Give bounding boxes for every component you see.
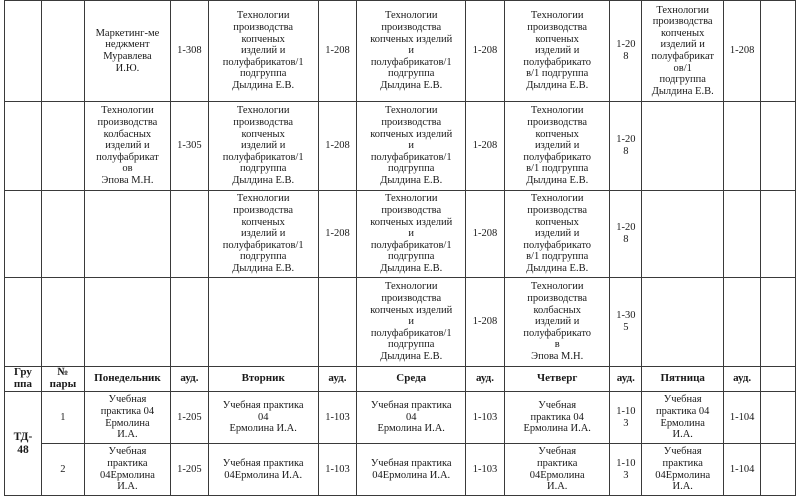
header-room: ауд.	[318, 367, 357, 392]
thursday-lesson: Учебная практика 04Ермолина И.А.	[504, 444, 610, 496]
header-room: ауд.	[466, 367, 505, 392]
monday-room: 1-308	[170, 1, 208, 102]
group-cell-empty	[5, 1, 42, 102]
wednesday-room: 1-208	[466, 191, 505, 278]
header-room: ауд.	[170, 367, 208, 392]
group-cell-empty	[5, 102, 42, 191]
monday-lesson: Учебная практика 04Ермолина И.А.	[84, 444, 170, 496]
thursday-room: 1-20 8	[610, 191, 642, 278]
header-extra-empty	[761, 367, 796, 392]
header-friday: Пятница	[642, 367, 724, 392]
thursday-lesson: Технологии производства копченых изделий и полуфабрикато в/1 подгруппа Дылдина Е.В.	[504, 191, 610, 278]
pair-cell-empty	[41, 1, 84, 102]
monday-lesson: Маркетинг-ме неджмент Муравлева И.Ю.	[84, 1, 170, 102]
friday-lesson	[642, 278, 724, 367]
wednesday-room: 1-208	[466, 1, 505, 102]
tuesday-lesson	[208, 278, 318, 367]
wednesday-lesson: Технологии производства копченых изделий и полуфабрикатов/1 подгруппа Дылдина Е.В.	[357, 191, 466, 278]
monday-lesson	[84, 191, 170, 278]
tuesday-room: 1-208	[318, 102, 357, 191]
wednesday-lesson: Технологии производства копченых изделий и полуфабрикатов/1 подгруппа Дылдина Е.В.	[357, 102, 466, 191]
group-cell-empty	[5, 191, 42, 278]
header-row	[5, 367, 796, 392]
tuesday-room: 1-208	[318, 1, 357, 102]
table-row	[5, 392, 796, 444]
thursday-room: 1-20 8	[610, 1, 642, 102]
tuesday-lesson: Технологии производства копченых изделий и полуфабрикатов/1 подгруппа Дылдина Е.В.	[208, 191, 318, 278]
tuesday-lesson: Технологии производства копченых изделий и полуфабрикатов/1 подгруппа Дылдина Е.В.	[208, 1, 318, 102]
thursday-lesson: Учебная практика 04 Ермолина И.А.	[504, 392, 610, 444]
table-row	[5, 278, 796, 367]
thursday-room: 1-20 8	[610, 102, 642, 191]
friday-room: 1-208	[724, 1, 761, 102]
extra-cell-empty	[761, 278, 796, 367]
monday-room	[170, 278, 208, 367]
extra-cell-empty	[761, 392, 796, 444]
thursday-room: 1-10 3	[610, 392, 642, 444]
pair-cell-empty	[41, 102, 84, 191]
tuesday-lesson: Технологии производства копченых изделий и полуфабрикатов/1 подгруппа Дылдина Е.В.	[208, 102, 318, 191]
pair-number: 1	[41, 392, 84, 444]
pair-cell-empty	[41, 191, 84, 278]
header-thursday: Четверг	[504, 367, 610, 392]
table-row	[5, 102, 796, 191]
wednesday-lesson: Технологии производства копченых изделий и полуфабрикатов/1 подгруппа Дылдина Е.В.	[357, 278, 466, 367]
tuesday-room: 1-103	[318, 444, 357, 496]
monday-room: 1-305	[170, 102, 208, 191]
table-row	[5, 1, 796, 102]
tuesday-room: 1-208	[318, 191, 357, 278]
header-room: ауд.	[724, 367, 761, 392]
tuesday-lesson: Учебная практика 04Ермолина И.А.	[208, 444, 318, 496]
wednesday-room: 1-103	[466, 444, 505, 496]
pair-cell-empty	[41, 278, 84, 367]
pair-number: 2	[41, 444, 84, 496]
thursday-room: 1-10 3	[610, 444, 642, 496]
group-name: ТД- 48	[5, 392, 42, 496]
wednesday-lesson: Учебная практика 04Ермолина И.А.	[357, 444, 466, 496]
friday-lesson: Технологии производства копченых изделий и полуфабрикат ов/1 подгруппа Дылдина Е.В.	[642, 1, 724, 102]
schedule-table	[4, 0, 796, 496]
wednesday-room: 1-208	[466, 102, 505, 191]
friday-lesson	[642, 102, 724, 191]
monday-room: 1-205	[170, 392, 208, 444]
friday-lesson: Учебная практика 04Ермолина И.А.	[642, 444, 724, 496]
tuesday-lesson: Учебная практика 04 Ермолина И.А.	[208, 392, 318, 444]
wednesday-lesson: Технологии производства копченых изделий и полуфабрикатов/1 подгруппа Дылдина Е.В.	[357, 1, 466, 102]
thursday-lesson: Технологии производства копченых изделий и полуфабрикато в/1 подгруппа Дылдина Е.В.	[504, 1, 610, 102]
wednesday-room: 1-208	[466, 278, 505, 367]
tuesday-room	[318, 278, 357, 367]
friday-room: 1-104	[724, 392, 761, 444]
extra-cell-empty	[761, 444, 796, 496]
friday-room	[724, 102, 761, 191]
friday-lesson	[642, 191, 724, 278]
header-wednesday: Среда	[357, 367, 466, 392]
monday-lesson	[84, 278, 170, 367]
monday-room: 1-205	[170, 444, 208, 496]
thursday-lesson: Технологии производства колбасных изделий и полуфабрикато в Эпова М.Н.	[504, 278, 610, 367]
extra-cell-empty	[761, 1, 796, 102]
thursday-room: 1-30 5	[610, 278, 642, 367]
thursday-lesson: Технологии производства копченых изделий и полуфабрикато в/1 подгруппа Дылдина Е.В.	[504, 102, 610, 191]
extra-cell-empty	[761, 191, 796, 278]
header-tuesday: Вторник	[208, 367, 318, 392]
tuesday-room: 1-103	[318, 392, 357, 444]
monday-room	[170, 191, 208, 278]
header-pair: № пары	[41, 367, 84, 392]
friday-room	[724, 191, 761, 278]
header-monday: Понедельник	[84, 367, 170, 392]
header-group: Гру ппа	[5, 367, 42, 392]
friday-room	[724, 278, 761, 367]
table-row	[5, 444, 796, 496]
group-cell-empty	[5, 278, 42, 367]
wednesday-lesson: Учебная практика 04 Ермолина И.А.	[357, 392, 466, 444]
monday-lesson: Учебная практика 04 Ермолина И.А.	[84, 392, 170, 444]
extra-cell-empty	[761, 102, 796, 191]
monday-lesson: Технологии производства колбасных изделий и полуфабрикат ов Эпова М.Н.	[84, 102, 170, 191]
header-room: ауд.	[610, 367, 642, 392]
friday-lesson: Учебная практика 04 Ермолина И.А.	[642, 392, 724, 444]
friday-room: 1-104	[724, 444, 761, 496]
wednesday-room: 1-103	[466, 392, 505, 444]
table-row	[5, 191, 796, 278]
